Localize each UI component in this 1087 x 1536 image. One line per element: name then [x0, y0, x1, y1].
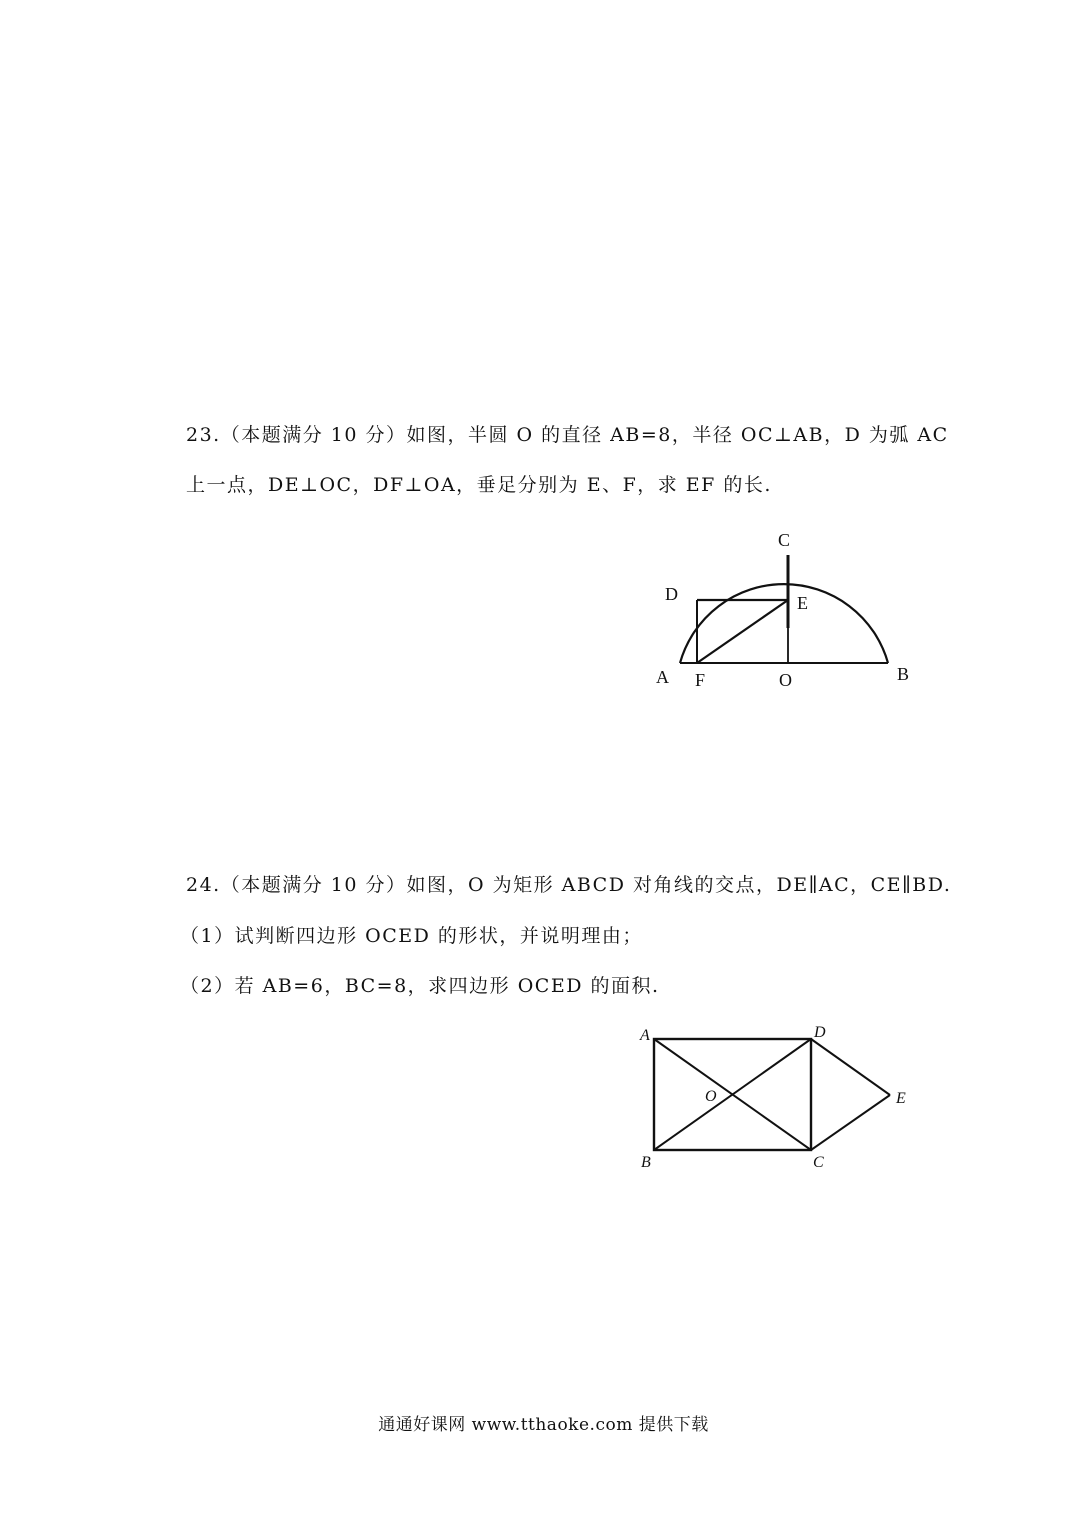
label-b: B: [897, 664, 910, 684]
label-c: C: [778, 530, 791, 550]
label-e: E: [797, 593, 808, 613]
label-d: D: [665, 584, 678, 604]
label-d: D: [814, 1024, 826, 1041]
label-f: F: [695, 670, 706, 690]
q24-part1: （1）试判断四边形 OCED 的形状，并说明理由；: [180, 925, 643, 947]
segment-ef: [697, 600, 788, 663]
label-b: B: [641, 1154, 651, 1171]
label-a: A: [640, 1027, 650, 1044]
label-a: A: [656, 667, 669, 687]
segment-ce: [811, 1095, 890, 1150]
q23-line2: 上一点，DE⊥OC，DF⊥OA，垂足分别为 E、F，求 EF 的长.: [186, 474, 772, 496]
q23-semicircle-figure: [640, 520, 930, 700]
page-footer: 通通好课网 www.tthaoke.com 提供下载: [378, 1415, 709, 1435]
q23-line1: 23.（本题满分 10 分）如图，半圆 O 的直径 AB=8，半径 OC⊥AB，D 为弧 AC: [186, 424, 949, 446]
semicircle-arc: [680, 584, 888, 663]
label-c: C: [813, 1154, 824, 1171]
label-o: O: [779, 670, 792, 690]
q24-line1: 24.（本题满分 10 分）如图，O 为矩形 ABCD 对角线的交点，DE∥AC，CE∥BD.: [186, 874, 952, 896]
label-e: E: [896, 1090, 906, 1107]
segment-de: [811, 1039, 890, 1095]
q24-part2: （2）若 AB=6，BC=8，求四边形 OCED 的面积.: [180, 975, 660, 997]
q24-rectangle-figure: [630, 1015, 930, 1180]
label-o: O: [705, 1088, 717, 1105]
